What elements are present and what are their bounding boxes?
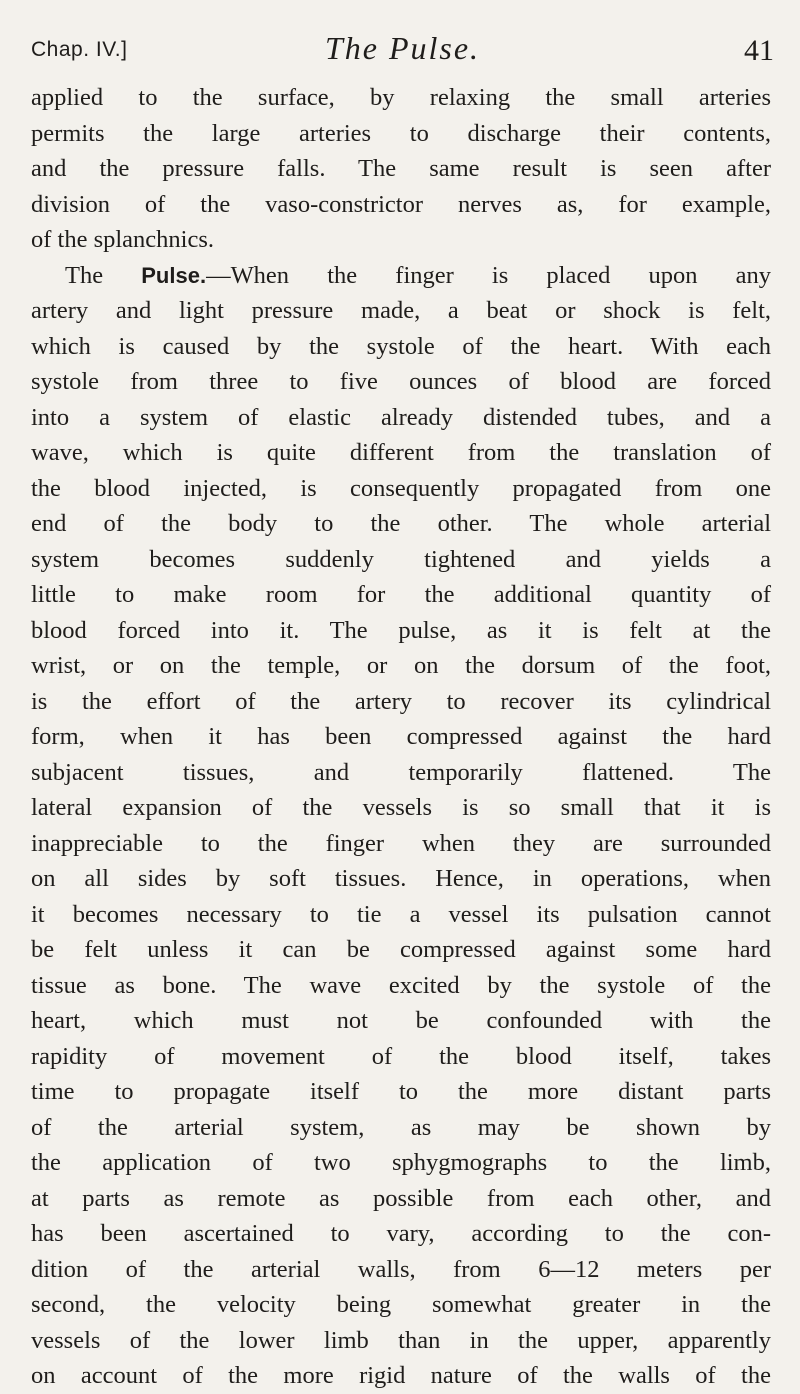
text-line: on account of the more rigid nature of the walls of the xyxy=(31,1362,771,1389)
text-line: systole from three to five ounces of blood are forced xyxy=(31,368,771,395)
lead-in-rest: —When the finger is placed upon any xyxy=(206,261,772,289)
text-line: time to propagate itself to the more distant parts xyxy=(31,1078,771,1105)
chapter-label: Chap. IV.] xyxy=(31,38,128,61)
text-line: of the splanchnics. xyxy=(31,226,215,253)
text-line: division of the vaso-constrictor nerves as, for example, xyxy=(31,190,771,218)
text-line: the application of two sphygmographs to the limb, xyxy=(31,1149,771,1176)
section-run-in-head: Pulse. xyxy=(141,262,207,288)
text-line: and the pressure falls. The same result is seen after xyxy=(31,155,771,182)
pulse-paragraph-first-line xyxy=(31,258,771,294)
text-line: lateral expansion of the vessels is so small that it is xyxy=(31,794,771,821)
running-header xyxy=(31,30,774,70)
lead-in-word: The xyxy=(65,261,104,289)
text-line: permits the large arteries to discharge their contents, xyxy=(31,119,771,147)
text-line: wave, which is quite different from the translation of xyxy=(31,439,771,466)
text-line: applied to the surface, by relaxing the small arteries xyxy=(31,84,771,111)
text-line: tissue as bone. The wave excited by the systole of the xyxy=(31,971,771,999)
text-line: has been ascertained to vary, according to the con- xyxy=(31,1220,771,1247)
text-line: system becomes suddenly tightened and yields a xyxy=(31,545,771,573)
text-line: artery and light pressure made, a beat or shock is felt, xyxy=(31,297,771,324)
body-text xyxy=(31,80,771,1394)
text-line: vessels of the lower limb than in the upper, apparently xyxy=(31,1326,771,1354)
text-line: into a system of elastic already distended tubes, and a xyxy=(31,403,771,431)
text-line: be felt unless it can be compressed against some hard xyxy=(31,936,771,963)
text-line: form, when it has been compressed against the hard xyxy=(31,723,771,750)
text-line: little to make room for the additional quantity of xyxy=(31,581,771,608)
text-line: which is caused by the systole of the heart. With each xyxy=(31,332,771,360)
text-line: the blood injected, is consequently propagated from one xyxy=(31,474,771,502)
text-line: inappreciable to the finger when they are surrounded xyxy=(31,829,771,857)
running-title: The Pulse. xyxy=(324,30,481,66)
text-line: of the arterial system, as may be shown by xyxy=(31,1113,771,1141)
text-line: is the effort of the artery to recover its cylindrical xyxy=(31,687,771,715)
text-line: blood forced into it. The pulse, as it is felt at the xyxy=(31,616,771,644)
text-line: rapidity of movement of the blood itself, takes xyxy=(31,1042,771,1070)
text-line: at parts as remote as possible from each other, and xyxy=(31,1184,771,1212)
text-line: heart, which must not be confounded with the xyxy=(31,1007,771,1034)
text-line: subjacent tissues, and temporarily flattened. The xyxy=(31,758,771,786)
text-line: dition of the arterial walls, from 6—12 meters per xyxy=(31,1255,771,1283)
text-line: it becomes necessary to tie a vessel its pulsation cannot xyxy=(31,900,771,928)
page-number: 41 xyxy=(744,34,774,67)
text-line: end of the body to the other. The whole arterial xyxy=(31,510,771,537)
text-line: wrist, or on the temple, or on the dorsum of the foot, xyxy=(31,652,771,679)
text-line: on all sides by soft tissues. Hence, in operations, when xyxy=(31,865,771,892)
text-line: second, the velocity being somewhat greater in the xyxy=(31,1291,771,1318)
